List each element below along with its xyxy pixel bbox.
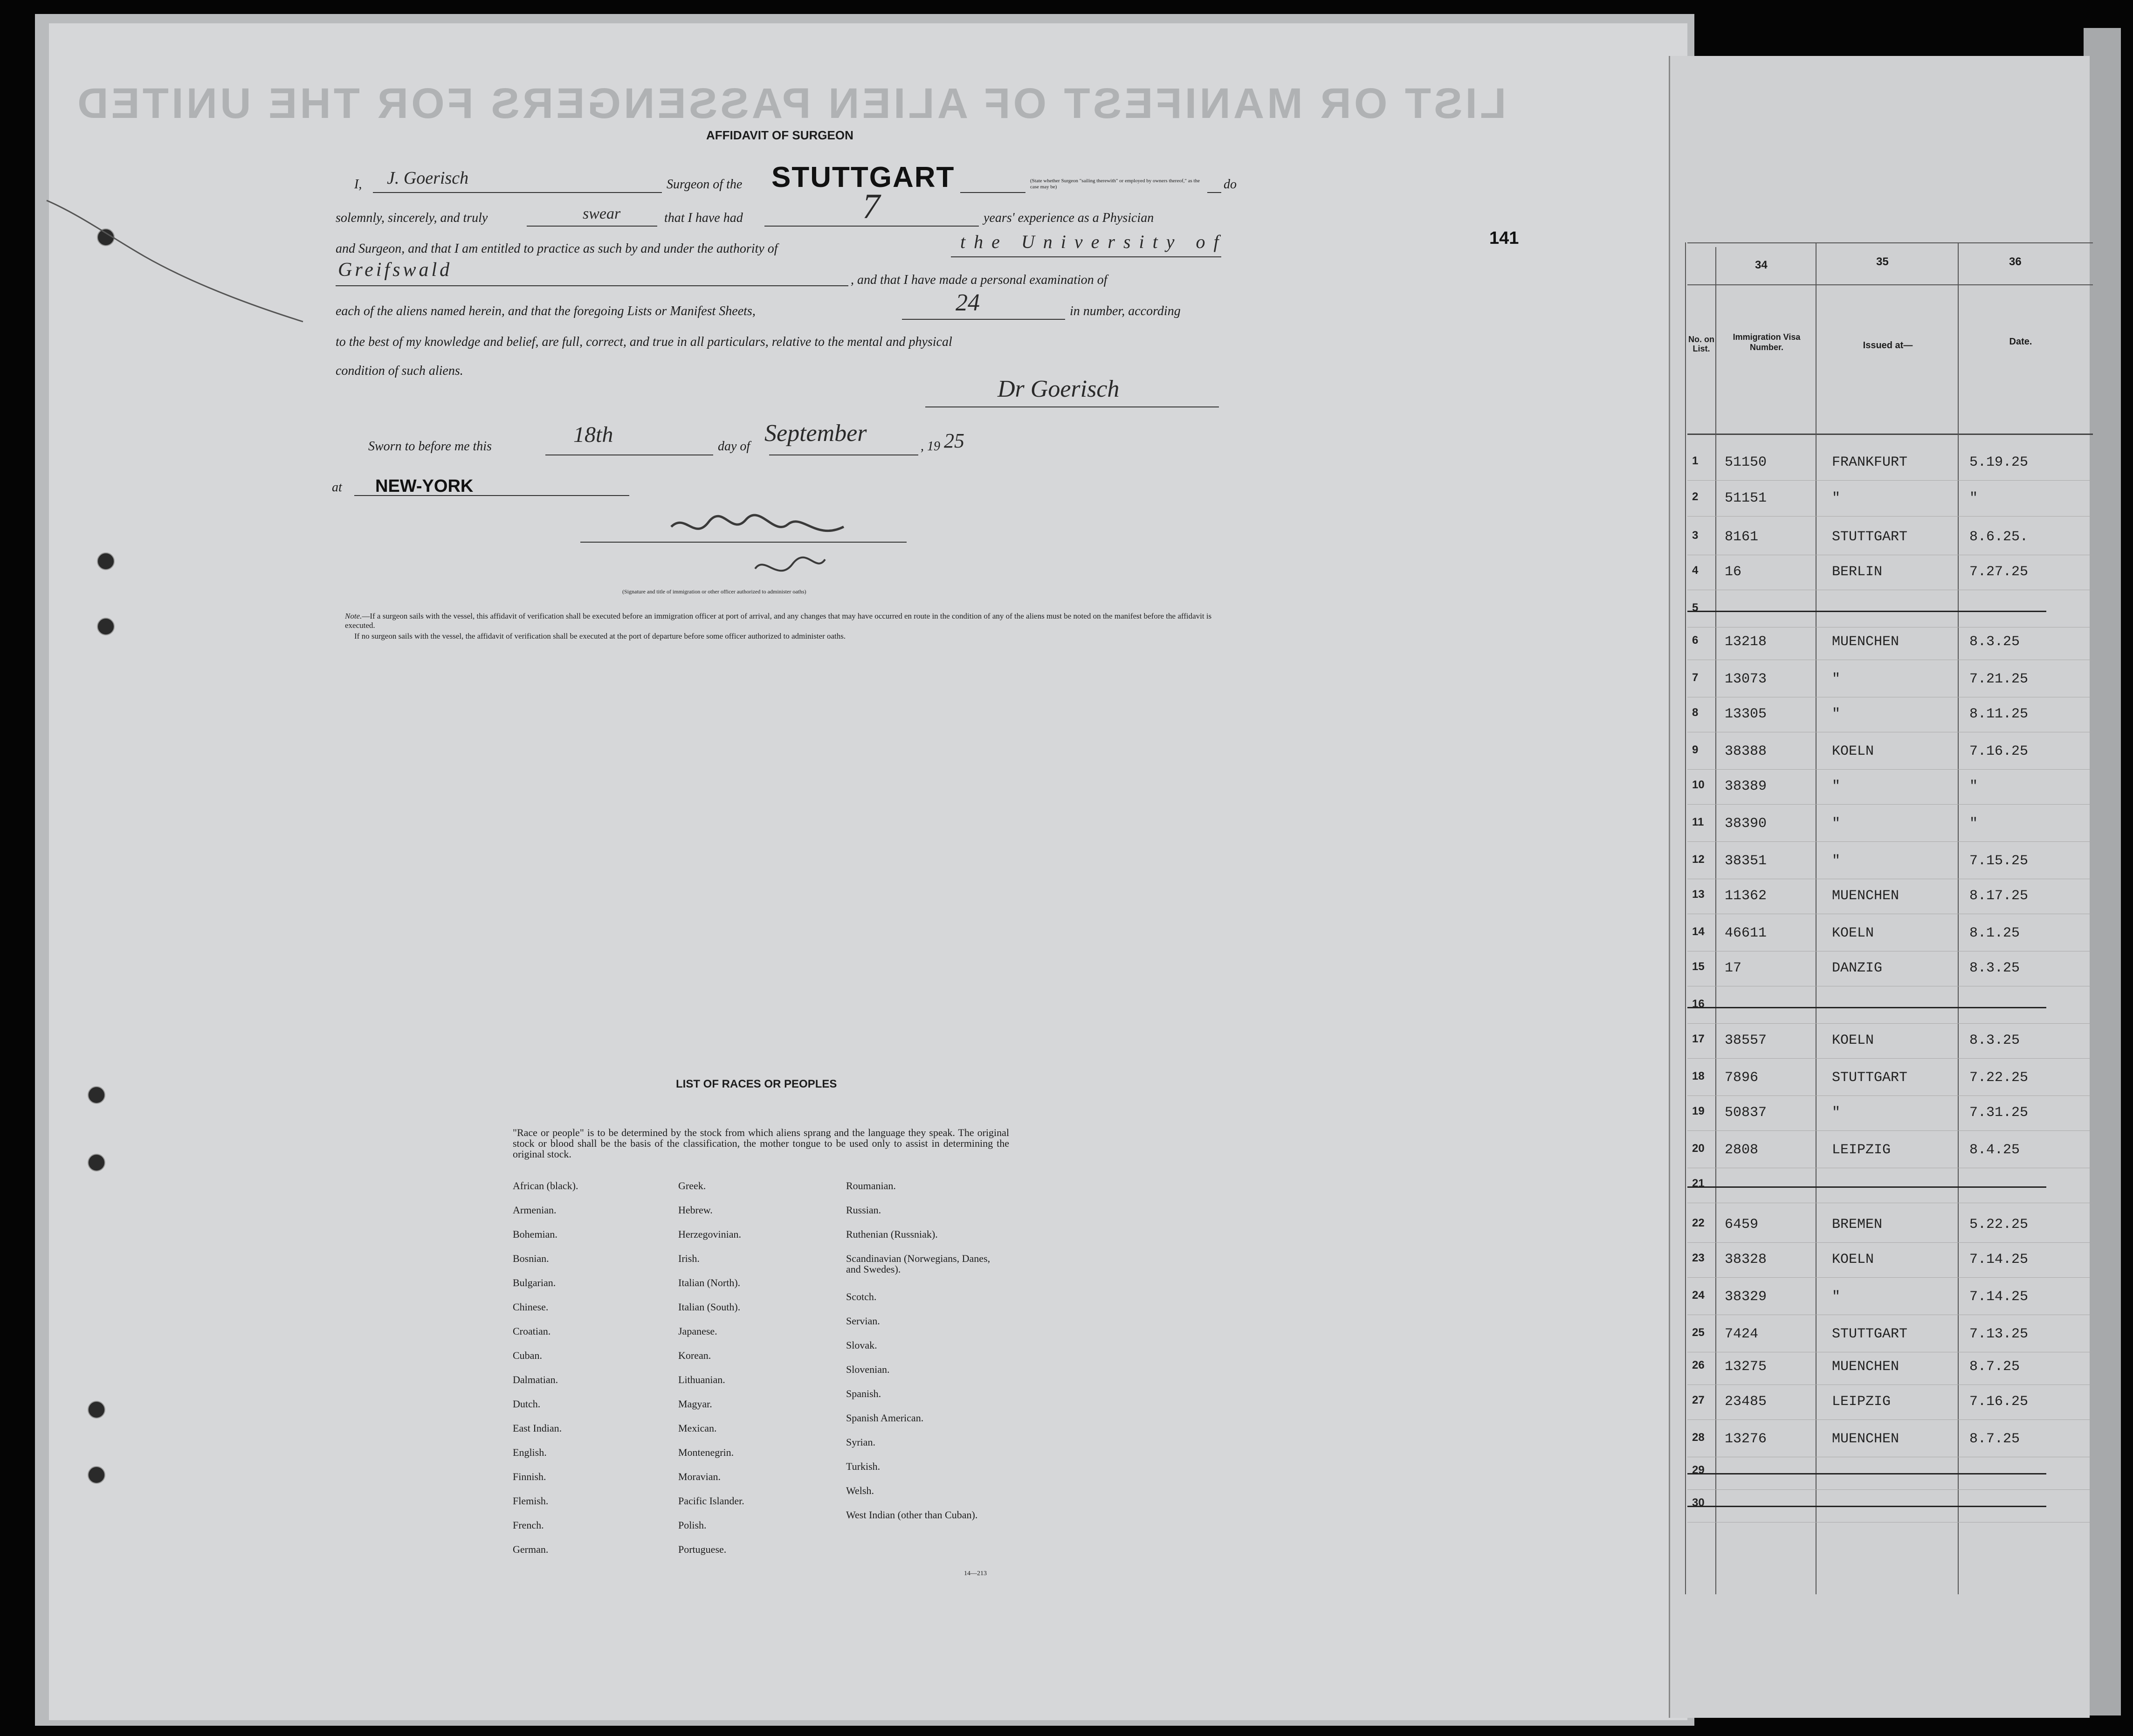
header-issued-at: Issued at— (1863, 340, 1913, 351)
row-number: 8 (1692, 706, 1699, 719)
l7: condition of such aliens. (336, 364, 463, 378)
row-number: 24 (1692, 1289, 1705, 1302)
race-item: Moravian. (678, 1471, 721, 1482)
visa-number: 38351 (1725, 853, 1767, 869)
visa-number: 38557 (1725, 1033, 1767, 1048)
race-item: Irish. (678, 1253, 700, 1264)
issue-date: 7.14.25 (1969, 1252, 2029, 1268)
race-item: Servian. (846, 1315, 880, 1327)
race-item: Italian (North). (678, 1277, 741, 1288)
issued-at: DANZIG (1832, 960, 1883, 976)
race-item: Bohemian. (513, 1228, 557, 1240)
issue-date: 8.17.25 (1969, 888, 2029, 904)
punch-hole (88, 1466, 105, 1484)
races-intro: "Race or people" is to be determined by the stock from which aliens sprang and the language they speak. The original stock or blood shall be the basis of the classification, the mother tongue to be used only to assist in determining the original stock. (513, 1127, 1009, 1160)
note-line (1207, 192, 1221, 193)
row-number: 14 (1692, 925, 1705, 938)
race-item: Slovak. (846, 1339, 877, 1351)
race-item: Magyar. (678, 1398, 712, 1410)
issue-date: 7.13.25 (1969, 1326, 2029, 1342)
col-number-36: 36 (2009, 255, 2022, 268)
race-item: Italian (South). (678, 1301, 741, 1313)
bleed-through-text: LIST OR MANIFEST OF ALIEN PASSENGERS FOR THE UNITED (75, 80, 1507, 127)
cancelled-row-strike (1687, 611, 2046, 612)
race-item: Bosnian. (513, 1253, 549, 1264)
sworn-day-of: day of (718, 439, 750, 454)
race-item: Spanish American. (846, 1412, 924, 1424)
issued-at: " (1832, 1289, 1841, 1305)
race-item: Roumanian. (846, 1180, 896, 1192)
table-vline (1715, 247, 1716, 1594)
visa-number: 2808 (1725, 1142, 1759, 1158)
punch-hole (97, 552, 115, 570)
race-item: Welsh. (846, 1485, 874, 1496)
l2-a: solemnly, sincerely, and truly (336, 211, 488, 225)
officer-line (580, 542, 907, 543)
issue-date: 5.22.25 (1969, 1217, 2029, 1233)
authority-line-2 (336, 285, 848, 286)
sworn-prefix: Sworn to before me this (368, 439, 492, 454)
issue-date: 8.4.25 (1969, 1142, 2020, 1158)
row-rule (1687, 1419, 2093, 1420)
issued-at: MUENCHEN (1832, 888, 1899, 904)
sheets-value: 24 (956, 289, 980, 316)
row-rule (1687, 1023, 2093, 1024)
surgeon-signature: Dr Goerisch (998, 376, 1120, 402)
race-item: Cuban. (513, 1350, 542, 1361)
officer-signature (667, 508, 881, 592)
issue-date: " (1969, 778, 1978, 794)
visa-number: 13275 (1725, 1359, 1767, 1375)
issued-at: " (1832, 853, 1841, 869)
issue-date: 7.16.25 (1969, 1394, 2029, 1410)
issued-at: MUENCHEN (1832, 1431, 1899, 1447)
visa-number: 7896 (1725, 1070, 1759, 1086)
row-rule (1687, 480, 2093, 481)
table-vline (1958, 242, 1959, 1594)
punch-hole (88, 1401, 105, 1419)
l3-a: and Surgeon, and that I am entitled to practice as such by and under the authority of (336, 241, 778, 256)
issue-date: 8.7.25 (1969, 1359, 2020, 1375)
issue-date: " (1969, 490, 1978, 506)
form-number: 14—213 (964, 1570, 987, 1577)
ship-note: (State whether Surgeon "sailing therewith" or employed by owners thereof," as the case may be) (1030, 178, 1200, 190)
l1-prefix: I, (354, 177, 362, 192)
race-item: French. (513, 1519, 544, 1531)
signature-line (925, 406, 1219, 407)
row-number: 17 (1692, 1033, 1705, 1045)
row-number: 21 (1692, 1177, 1705, 1190)
oath-line (527, 226, 657, 227)
cancelled-row-strike (1687, 1506, 2046, 1507)
row-rule (1687, 804, 2093, 805)
race-item: Russian. (846, 1204, 881, 1216)
col-number-35: 35 (1876, 255, 1889, 268)
race-item: Hebrew. (678, 1204, 713, 1216)
issued-at: STUTTGART (1832, 1070, 1908, 1086)
authority-2: Greifswald (338, 259, 453, 281)
visa-number: 13073 (1725, 671, 1767, 687)
race-item: Dalmatian. (513, 1374, 558, 1385)
row-number: 3 (1692, 529, 1699, 542)
issued-at: " (1832, 706, 1841, 722)
race-item: Herzegovinian. (678, 1228, 741, 1240)
at-label: at (332, 480, 342, 495)
race-item: Lithuanian. (678, 1374, 725, 1385)
visa-number: 13305 (1725, 706, 1767, 722)
cancelled-row-strike (1687, 1007, 2046, 1008)
row-number: 28 (1692, 1431, 1705, 1444)
issue-date: 8.3.25 (1969, 960, 2020, 976)
issue-date: 7.16.25 (1969, 744, 2029, 759)
row-number: 7 (1692, 671, 1699, 684)
race-item: Flemish. (513, 1495, 549, 1507)
row-number: 15 (1692, 960, 1705, 973)
authority-line (951, 256, 1221, 257)
race-item: Scotch. (846, 1291, 877, 1302)
visa-number: 51150 (1725, 455, 1767, 470)
sheets-line (902, 319, 1065, 320)
issued-at: KOELN (1832, 1252, 1874, 1268)
sworn-year: 25 (944, 429, 964, 452)
ship-line (960, 192, 1025, 193)
visa-number: 13276 (1725, 1431, 1767, 1447)
row-rule (1687, 1130, 2093, 1131)
issued-at: " (1832, 778, 1841, 794)
name-line (373, 192, 662, 193)
issue-date: 7.22.25 (1969, 1070, 2029, 1086)
race-item: Portuguese. (678, 1543, 727, 1555)
visa-number: 51151 (1725, 490, 1767, 506)
race-item: Ruthenian (Russniak). (846, 1228, 938, 1240)
cancelled-row-strike (1687, 1186, 2046, 1188)
paper-tear (42, 196, 322, 336)
issued-at: KOELN (1832, 744, 1874, 759)
visa-number: 16 (1725, 564, 1742, 580)
visa-number: 13218 (1725, 634, 1767, 650)
race-item: German. (513, 1543, 549, 1555)
header-no-on-list: No. on List. (1688, 335, 1714, 353)
row-number: 10 (1692, 778, 1705, 791)
cancelled-row-strike (1687, 1473, 2046, 1474)
row-number: 4 (1692, 564, 1699, 577)
punch-hole (88, 1086, 105, 1104)
visa-number: 17 (1725, 960, 1742, 976)
visa-number: 38329 (1725, 1289, 1767, 1305)
issued-at: BREMEN (1832, 1217, 1883, 1233)
row-number: 27 (1692, 1394, 1705, 1406)
punch-hole (97, 618, 115, 635)
race-item: Mexican. (678, 1422, 717, 1434)
visa-number: 46611 (1725, 925, 1767, 941)
row-number: 18 (1692, 1070, 1705, 1082)
issued-at: STUTTGART (1832, 529, 1908, 545)
issued-at: MUENCHEN (1832, 634, 1899, 650)
row-number: 19 (1692, 1105, 1705, 1117)
visa-number: 6459 (1725, 1217, 1759, 1233)
row-number: 26 (1692, 1359, 1705, 1371)
race-item: Dutch. (513, 1398, 541, 1410)
issued-at: LEIPZIG (1832, 1394, 1891, 1410)
issued-at: " (1832, 671, 1841, 687)
issue-date: 8.3.25 (1969, 634, 2020, 650)
punch-hole (88, 1154, 105, 1171)
visa-number: 23485 (1725, 1394, 1767, 1410)
table-body-line (1687, 434, 2093, 435)
issued-at: " (1832, 490, 1841, 506)
row-number: 25 (1692, 1326, 1705, 1339)
issued-at: FRANKFURT (1832, 455, 1908, 470)
row-number: 12 (1692, 853, 1705, 866)
row-number: 9 (1692, 744, 1699, 756)
row-rule (1687, 1489, 2093, 1490)
row-number: 6 (1692, 634, 1699, 647)
visa-number: 38388 (1725, 744, 1767, 759)
issue-date: 8.6.25. (1969, 529, 2029, 545)
l2-c: years' experience as a Physician (984, 211, 1154, 225)
race-item: West Indian (other than Cuban). (846, 1509, 978, 1521)
row-number: 11 (1692, 816, 1704, 828)
row-number: 29 (1692, 1464, 1705, 1476)
visa-number: 38390 (1725, 816, 1767, 832)
issue-date: 8.11.25 (1969, 706, 2029, 722)
row-rule (1687, 1242, 2093, 1243)
issue-date: 8.3.25 (1969, 1033, 2020, 1048)
row-rule (1687, 841, 2093, 842)
issue-date: 5.19.25 (1969, 455, 2029, 470)
race-item: Montenegrin. (678, 1447, 734, 1458)
sworn-month: September (764, 420, 867, 447)
affidavit-note (345, 612, 1221, 630)
race-item: Syrian. (846, 1436, 875, 1448)
sworn-day: 18th (573, 422, 613, 447)
row-rule (1687, 1277, 2093, 1278)
l4-b: , and that I have made a personal examination of (851, 273, 1108, 287)
officer-caption: (Signature and title of immigration or other officer authorized to administer oaths) (622, 588, 806, 595)
race-item: Bulgarian. (513, 1277, 556, 1288)
visa-number: 7424 (1725, 1326, 1759, 1342)
race-item: Slovenian. (846, 1364, 890, 1375)
issue-date: 7.27.25 (1969, 564, 2029, 580)
race-item: English. (513, 1447, 547, 1458)
issue-date: 7.15.25 (1969, 853, 2029, 869)
race-item: Greek. (678, 1180, 706, 1192)
row-number: 2 (1692, 490, 1699, 503)
race-item: Korean. (678, 1350, 711, 1361)
race-item: Pacific Islander. (678, 1495, 744, 1507)
row-rule (1687, 516, 2093, 517)
row-rule (1687, 769, 2093, 770)
issue-date: 7.21.25 (1969, 671, 2029, 687)
issue-date: 7.14.25 (1969, 1289, 2029, 1305)
row-number: 13 (1692, 888, 1705, 901)
race-item: Armenian. (513, 1204, 557, 1216)
l1-surgeon-of: Surgeon of the (667, 177, 743, 192)
race-item: Polish. (678, 1519, 707, 1531)
visa-number: 38389 (1725, 778, 1767, 794)
issue-date: " (1969, 816, 1978, 832)
issued-at: BERLIN (1832, 564, 1883, 580)
header-date: Date. (2009, 337, 2032, 347)
row-number: 30 (1692, 1496, 1705, 1509)
visa-number: 11362 (1725, 888, 1767, 904)
issued-at: KOELN (1832, 925, 1874, 941)
row-rule (1687, 1058, 2093, 1059)
note-1: —If a surgeon sails with the vessel, this affidavit of verification shall be executed before an immigration officer at port of arrival, and any changes that may have occurred en route in the condition of any of the aliens must be noted on the manifest before the affidavit is executed. (345, 612, 1212, 630)
race-item: African (black). (513, 1180, 578, 1192)
issued-at: KOELN (1832, 1033, 1874, 1048)
l5-b: in number, according (1070, 304, 1181, 318)
header-visa-number: Immigration Visa Number. (1733, 332, 1801, 352)
l2-b: that I have had (664, 211, 743, 225)
port: NEW-YORK (375, 476, 474, 496)
race-item: East Indian. (513, 1422, 562, 1434)
visa-number: 8161 (1725, 529, 1759, 545)
ship-name: STUTTGART (771, 161, 955, 193)
visa-number: 38328 (1725, 1252, 1767, 1268)
table-top-line (1687, 242, 2093, 243)
issue-date: 8.7.25 (1969, 1431, 2020, 1447)
table-header-line (1687, 284, 2093, 285)
note-2: If no surgeon sails with the vessel, the affidavit of verification shall be executed at the port of departure before some officer authorized to administer oaths. (354, 632, 846, 641)
race-item: Scandinavian (Norwegians, Danes, and Swedes). (846, 1253, 991, 1275)
issued-at: MUENCHEN (1832, 1359, 1899, 1375)
issued-at: LEIPZIG (1832, 1142, 1891, 1158)
race-item: Finnish. (513, 1471, 546, 1482)
l6: to the best of my knowledge and belief, are full, correct, and true in all particulars, relative to the mental and physical (336, 335, 952, 349)
race-item: Chinese. (513, 1301, 549, 1313)
race-item: Japanese. (678, 1325, 717, 1337)
row-number: 23 (1692, 1252, 1705, 1264)
issued-at: " (1832, 1105, 1841, 1121)
row-number: 5 (1692, 601, 1699, 614)
surgeon-name: J. Goerisch (387, 168, 469, 188)
race-item: Turkish. (846, 1460, 881, 1472)
page-number: 141 (1489, 228, 1519, 248)
race-item: Spanish. (846, 1388, 881, 1399)
years-value: 7 (862, 187, 880, 226)
affidavit-title: AFFIDAVIT OF SURGEON (706, 128, 853, 142)
note-label: Note. (345, 612, 362, 620)
oath-word: swear (583, 205, 621, 222)
row-number: 22 (1692, 1217, 1705, 1229)
sworn-year-prefix: , 19 (921, 439, 940, 454)
col-number-34: 34 (1755, 259, 1768, 271)
manifest-sheet (1669, 56, 2090, 1718)
table-vline (1685, 242, 1686, 1594)
issued-at: " (1832, 816, 1841, 832)
issue-date: 7.31.25 (1969, 1105, 2029, 1121)
l1-do: do (1224, 177, 1237, 192)
row-rule (1687, 1095, 2093, 1096)
authority-1: the University of (960, 231, 1227, 252)
race-item: Croatian. (513, 1325, 551, 1337)
row-number: 1 (1692, 455, 1699, 467)
issued-at: STUTTGART (1832, 1326, 1908, 1342)
issue-date: 8.1.25 (1969, 925, 2020, 941)
visa-number: 50837 (1725, 1105, 1767, 1121)
row-number: 16 (1692, 998, 1705, 1010)
races-title: LIST OF RACES OR PEOPLES (676, 1078, 837, 1090)
row-number: 20 (1692, 1142, 1705, 1155)
l5-a: each of the aliens named herein, and that the foregoing Lists or Manifest Sheets, (336, 304, 756, 318)
